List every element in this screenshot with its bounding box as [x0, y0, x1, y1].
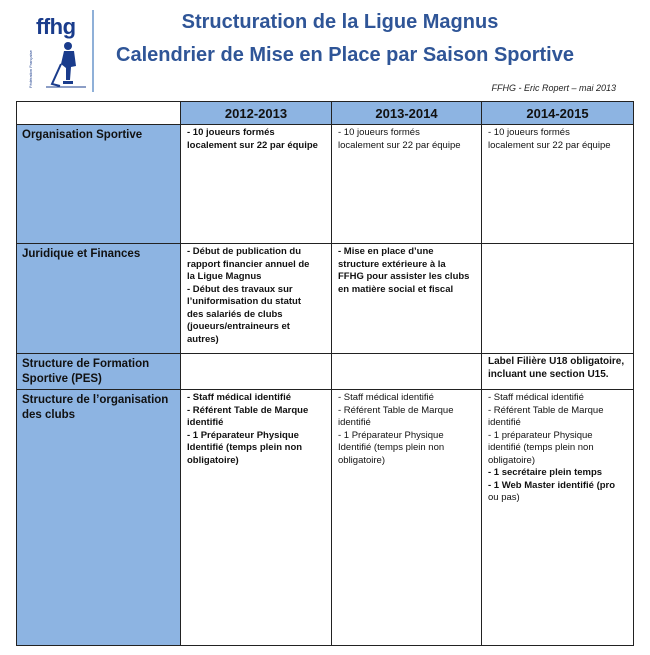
cell-line: localement sur 22 par équipe	[488, 139, 611, 151]
cell-line: localement sur 22 par équipe	[338, 139, 461, 151]
cell-line: identifié	[187, 417, 224, 428]
column-header: 2012-2013	[181, 102, 332, 125]
cell-line: - Mise en place d’une	[338, 246, 434, 257]
row-header-label: des clubs	[22, 409, 76, 421]
cell-line: - Référent Table de Marque	[488, 404, 604, 416]
cell-line: (joueurs/entraineurs et	[187, 321, 290, 332]
header-row	[17, 102, 634, 125]
table-row	[17, 125, 634, 244]
column-header: 2013-2014	[332, 102, 482, 125]
cell-line: - Début de publication du	[187, 246, 301, 257]
column-header: 2014-2015	[482, 102, 634, 125]
cell-line: incluant une section U15.	[488, 368, 609, 380]
cell-line: - Staff médical identifié	[187, 392, 291, 403]
table-cell	[181, 390, 332, 646]
cell-line: obligatoire)	[488, 454, 535, 466]
row-header	[17, 354, 181, 390]
cell-line: - 1 secrétaire plein temps	[488, 467, 603, 478]
table-cell	[332, 125, 482, 244]
cell-line: identifié	[338, 417, 371, 428]
cell-line: obligatoire)	[338, 454, 385, 466]
cell-line: - 1 préparateur Physique	[488, 429, 593, 441]
ffhg-logo	[26, 10, 94, 92]
cell-line: la Ligue Magnus	[187, 271, 262, 282]
schedule-table	[16, 101, 634, 646]
cell-line: - Staff médical identifié	[488, 392, 584, 403]
corner-cell	[17, 102, 181, 125]
table-row	[17, 390, 634, 646]
row-header-label: Juridique et Finances	[22, 248, 141, 260]
cell-line: Identifié (temps plein non	[338, 442, 445, 453]
logo-federation: Fédération Française	[28, 50, 33, 88]
cell-line: obligatoire)	[187, 454, 239, 466]
cell-line: - 1 Préparateur Physique	[338, 429, 444, 441]
cell-line: - 10 joueurs formés	[488, 127, 570, 138]
table-cell	[181, 244, 332, 354]
cell-line: identifié (temps plein non	[488, 442, 594, 453]
table-cell	[482, 125, 634, 244]
cell-line: - Référent Table de Marque	[187, 404, 309, 416]
hockey-player-icon	[44, 40, 88, 90]
cell-line: rapport financier annuel de	[187, 258, 310, 270]
cell-line: Label Filière U18 obligatoire,	[488, 356, 625, 367]
table-cell	[181, 354, 332, 390]
page-title: Structuration de la Ligue Magnus	[181, 11, 499, 33]
cell-line: identifié	[488, 417, 521, 428]
cell-line: - 1 Préparateur Physique	[187, 429, 299, 441]
table-cell	[482, 354, 634, 390]
row-header-label: Structure de l’organisation	[22, 394, 169, 406]
logo-text: ffhg	[36, 14, 76, 39]
table-cell	[332, 354, 482, 390]
row-header	[17, 244, 181, 354]
table-cell	[482, 390, 634, 646]
cell-line: - 10 joueurs formés	[187, 127, 275, 138]
cell-line: structure extérieure à la	[338, 258, 446, 270]
cell-line: localement sur 22 par équipe	[187, 139, 318, 151]
cell-line: - 1 Web Master identifié (pro	[488, 479, 616, 491]
cell-line: l’uniformisation du statut	[187, 296, 301, 307]
row-header-label: Structure de Formation	[22, 358, 150, 370]
cell-line: - Staff médical identifié	[338, 392, 434, 403]
author-credit: FFHG - Eric Ropert – mai 2013	[491, 83, 616, 93]
row-header	[17, 390, 181, 646]
table-cell	[332, 390, 482, 646]
row-header	[17, 125, 181, 244]
row-header-label: Sportive (PES)	[22, 373, 102, 385]
table-row	[17, 244, 634, 354]
cell-line: en matière social et fiscal	[338, 283, 454, 295]
cell-line: - 10 joueurs formés	[338, 127, 420, 138]
cell-line: des salariés de clubs	[187, 308, 283, 320]
cell-line: Identifié (temps plein non	[187, 442, 303, 453]
cell-line: FFHG pour assister les clubs	[338, 271, 470, 282]
table-cell	[482, 244, 634, 354]
cell-line: - Référent Table de Marque	[338, 404, 454, 416]
row-header-label: Organisation Sportive	[22, 129, 143, 141]
cell-line: ou pas)	[488, 492, 520, 503]
cell-line: autres)	[187, 333, 219, 345]
cell-line: - Début des travaux sur	[187, 283, 293, 295]
table-cell	[181, 125, 332, 244]
page-subtitle: Calendrier de Mise en Place par Saison Sportive	[116, 44, 574, 66]
table-cell	[332, 244, 482, 354]
table-row	[17, 354, 634, 390]
